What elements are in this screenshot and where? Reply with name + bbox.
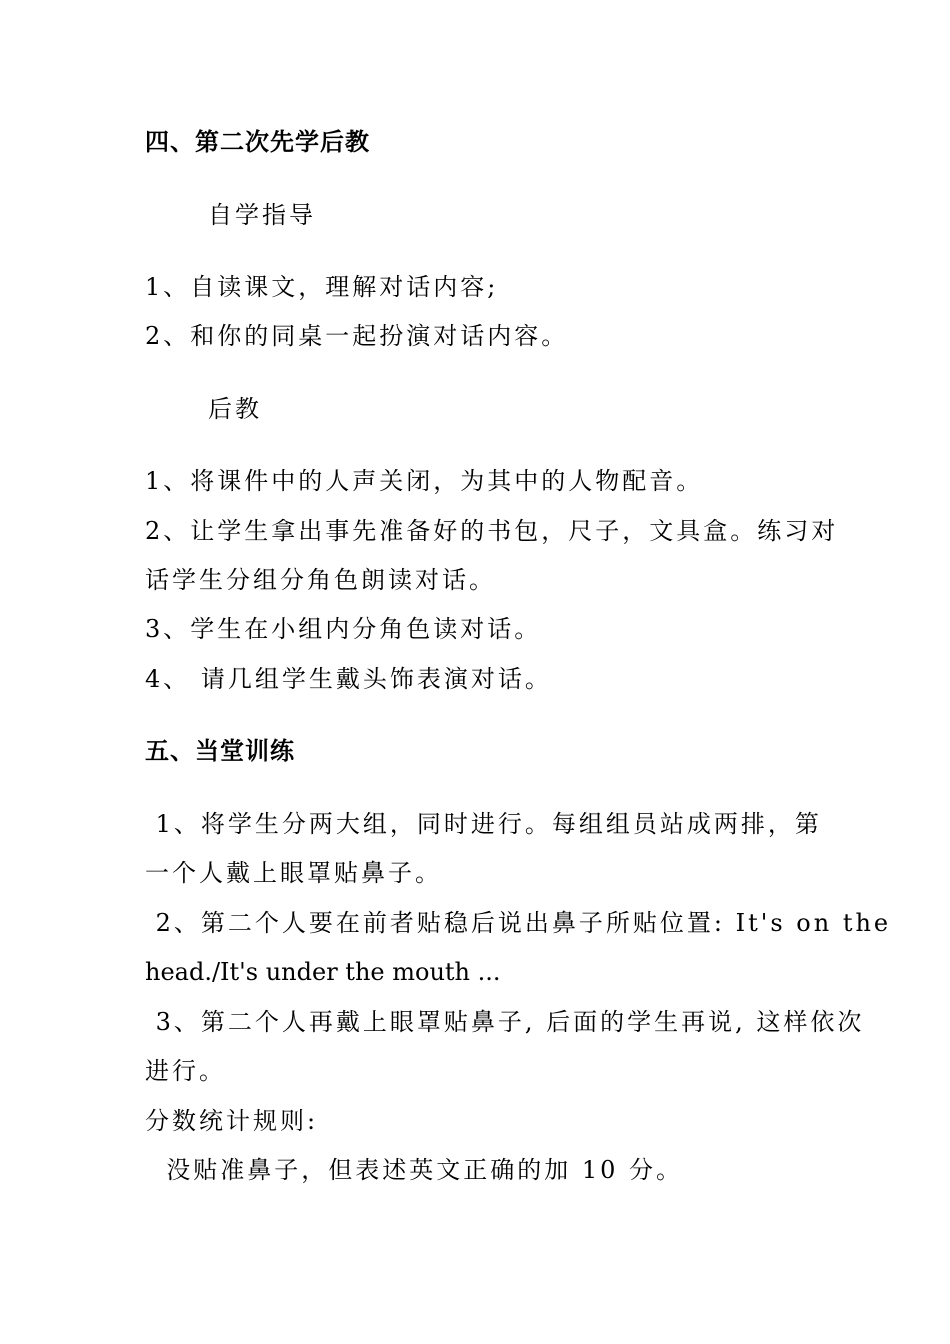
scoring-rules-title: 分数统计规则: [145, 1107, 319, 1135]
scoring-rule: 没贴准鼻子，但表述英文正确的加 10 分。 [145, 1156, 684, 1184]
training-line: head./It's under the mouth ... [145, 958, 501, 986]
training-line: 1、将学生分两大组，同时进行。每组组员站成两排，第 [145, 810, 822, 838]
teach-item: 4、 请几组学生戴头饰表演对话。 [145, 665, 552, 693]
teach-title: 后教 [208, 395, 262, 423]
self-study-item: 1、自读课文，理解对话内容; [145, 273, 499, 301]
section-5-heading: 五、当堂训练 [145, 737, 295, 765]
section-4-heading: 四、第二次先学后教 [145, 128, 370, 156]
teach-item: 话学生分组分角色朗读对话。 [145, 566, 496, 594]
self-study-item: 2、和你的同桌一起扮演对话内容。 [145, 322, 569, 350]
training-line: 一个人戴上眼罩贴鼻子。 [145, 859, 442, 887]
teach-item: 3、学生在小组内分角色读对话。 [145, 615, 542, 643]
training-line: 进行。 [145, 1057, 226, 1085]
teach-item: 2、让学生拿出事先准备好的书包，尺子，文具盒。练习对 [145, 517, 839, 545]
training-line: 3、第二个人再戴上眼罩贴鼻子, 后面的学生再说, 这样依次 [145, 1008, 865, 1036]
training-line: 2、第二个人要在前者贴稳后说出鼻子所贴位置: It's on the [145, 909, 892, 937]
teach-item: 1、将课件中的人声关闭，为其中的人物配音。 [145, 467, 704, 495]
self-study-title: 自学指导 [208, 201, 316, 229]
